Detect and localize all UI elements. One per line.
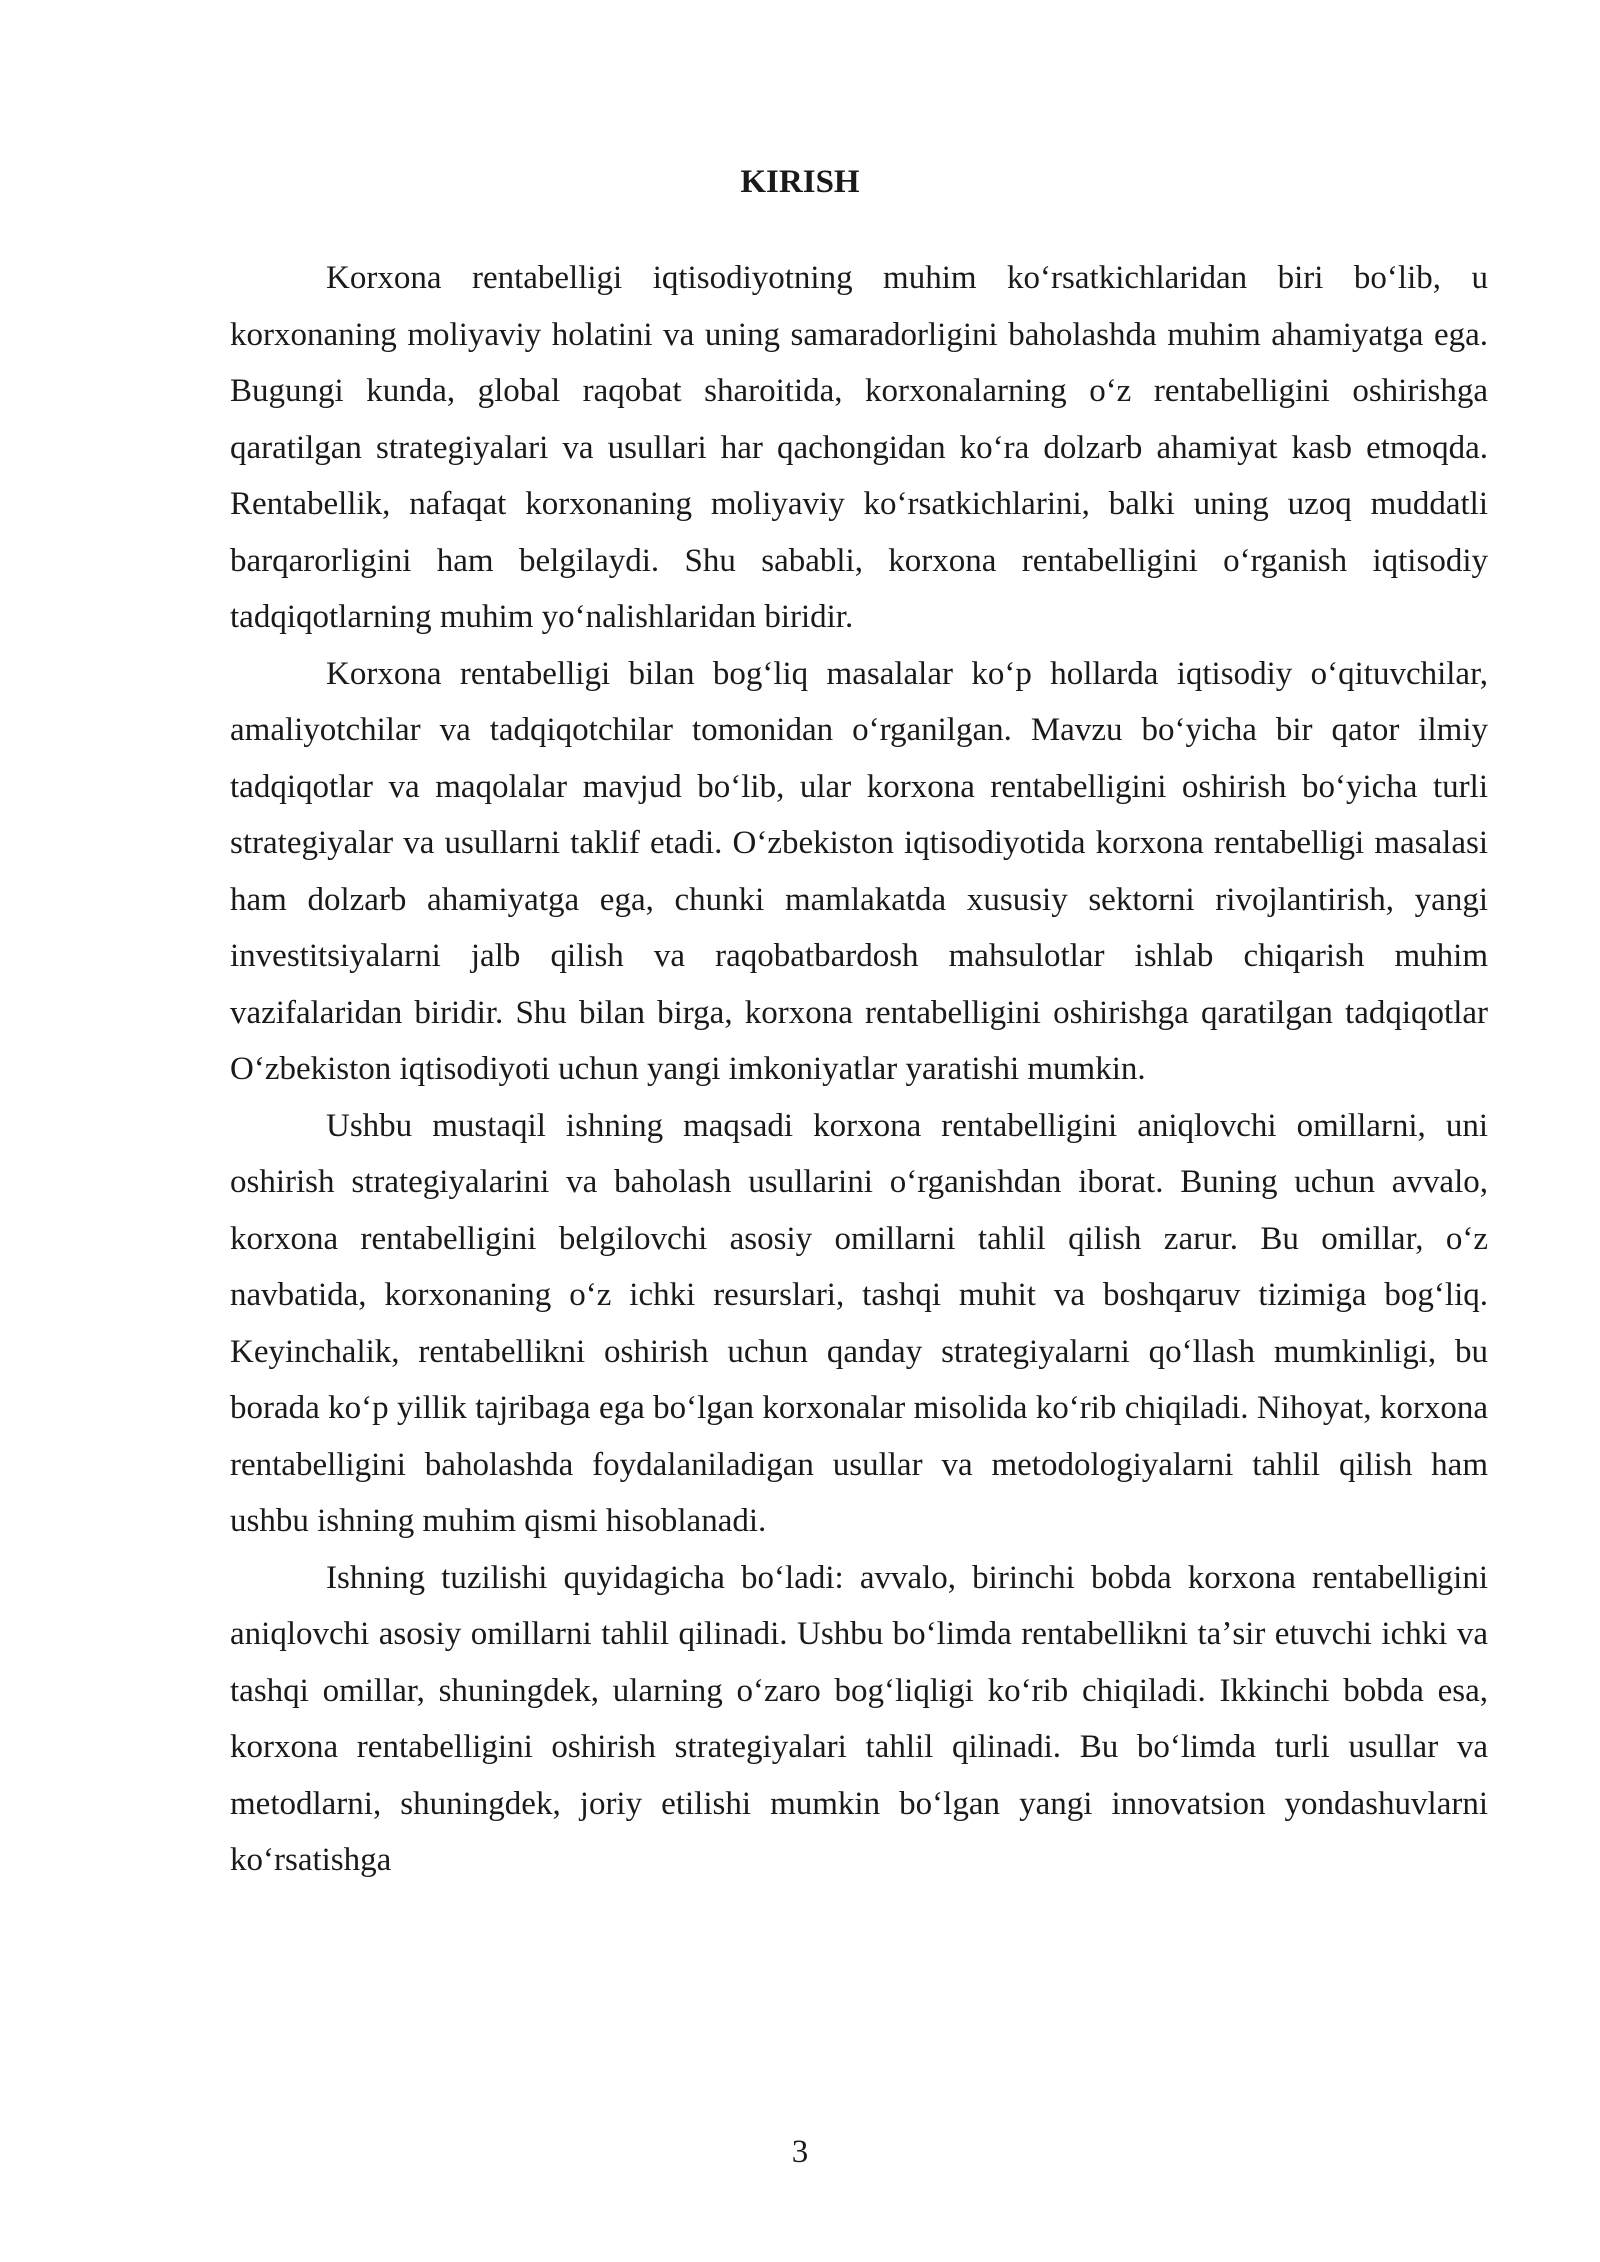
page-title: KIRISH	[740, 164, 860, 200]
paragraph-4: Ishning tuzilishi quyidagicha boʻladi: avvalo, birinchi bobda korxona rentabelligini aniqlovchi asosiy omillarni tahlil qilinadi. Ushbu boʻlimda rentabellikni taʼsir etuvchi ichki va tashqi omillar, shuningdek, ularning oʻzaro bogʻliqligi koʻrib chiqiladi. Ikkinchi bobda esa, korxona rentabelligini oshirish strategiyalari tahlil qilinadi. Bu boʻlimda turli usullar va metodlarni, shuningdek, joriy etilishi mumkin boʻlgan yangi innovatsion yondashuvlarni koʻrsatishga	[230, 1559, 1488, 1878]
page-number: 3	[791, 2134, 809, 2170]
paragraph-3: Ushbu mustaqil ishning maqsadi korxona rentabelligini aniqlovchi omillarni, uni oshirish strategiyalarini va baholash usullarini oʻrganishdan iborat. Buning uchun avvalo, korxona rentabelligini belgilovchi asosiy omillarni tahlil qilish zarur. Bu omillar, oʻz navbatida, korxonaning oʻz ichki resurslari, tashqi muhit va boshqaruv tizimiga bogʻliq. Keyinchalik, rentabellikni oshirish uchun qanday strategiyalarni qoʻllash mumkinligi, bu borada koʻp yillik tajribaga ega boʻlgan korxonalar misolida koʻrib chiqiladi. Nihoyat, korxona rentabelligini baholashda foydalaniladigan usullar va metodologiyalarni tahlil qilish ham ushbu ishning muhim qismi hisoblanadi.	[230, 1107, 1488, 1539]
paragraph-1: Korxona rentabelligi iqtisodiyotning muhim koʻrsatkichlaridan biri boʻlib, u korxonaning moliyaviy holatini va uning samaradorligini baholashda muhim ahamiyatga ega. Bugungi kunda, global raqobat sharoitida, korxonalarning oʻz rentabelligini oshirishga qaratilgan strategiyalari va usullari har qachongidan koʻra dolzarb ahamiyat kasb etmoqda. Rentabellik, nafaqat korxonaning moliyaviy koʻrsatkichlarini, balki uning uzoq muddatli barqarorligini ham belgilaydi. Shu sababli, korxona rentabelligini oʻrganish iqtisodiy tadqiqotlarning muhim yoʻnalishlaridan biridir.	[230, 260, 1488, 635]
paragraph-2: Korxona rentabelligi bilan bogʻliq masalalar koʻp hollarda iqtisodiy oʻqituvchilar, amaliyotchilar va tadqiqotchilar tomonidan oʻrganilgan. Mavzu boʻyicha bir qator ilmiy tadqiqotlar va maqolalar mavjud boʻlib, ular korxona rentabelligini oshirish boʻyicha turli strategiyalar va usullarni taklif etadi. Oʻzbekiston iqtisodiyotida korxona rentabelligi masalasi ham dolzarb ahamiyatga ega, chunki mamlakatda xususiy sektorni rivojlantirish, yangi investitsiyalarni jalb qilish va raqobatbardosh mahsulotlar ishlab chiqarish muhim vazifalaridan biridir. Shu bilan birga, korxona rentabelligini oshirishga qaratilgan tadqiqotlar Oʻzbekiston iqtisodiyoti uchun yangi imkoniyatlar yaratishi mumkin.	[230, 655, 1488, 1087]
document-body	[230, 250, 1488, 1889]
